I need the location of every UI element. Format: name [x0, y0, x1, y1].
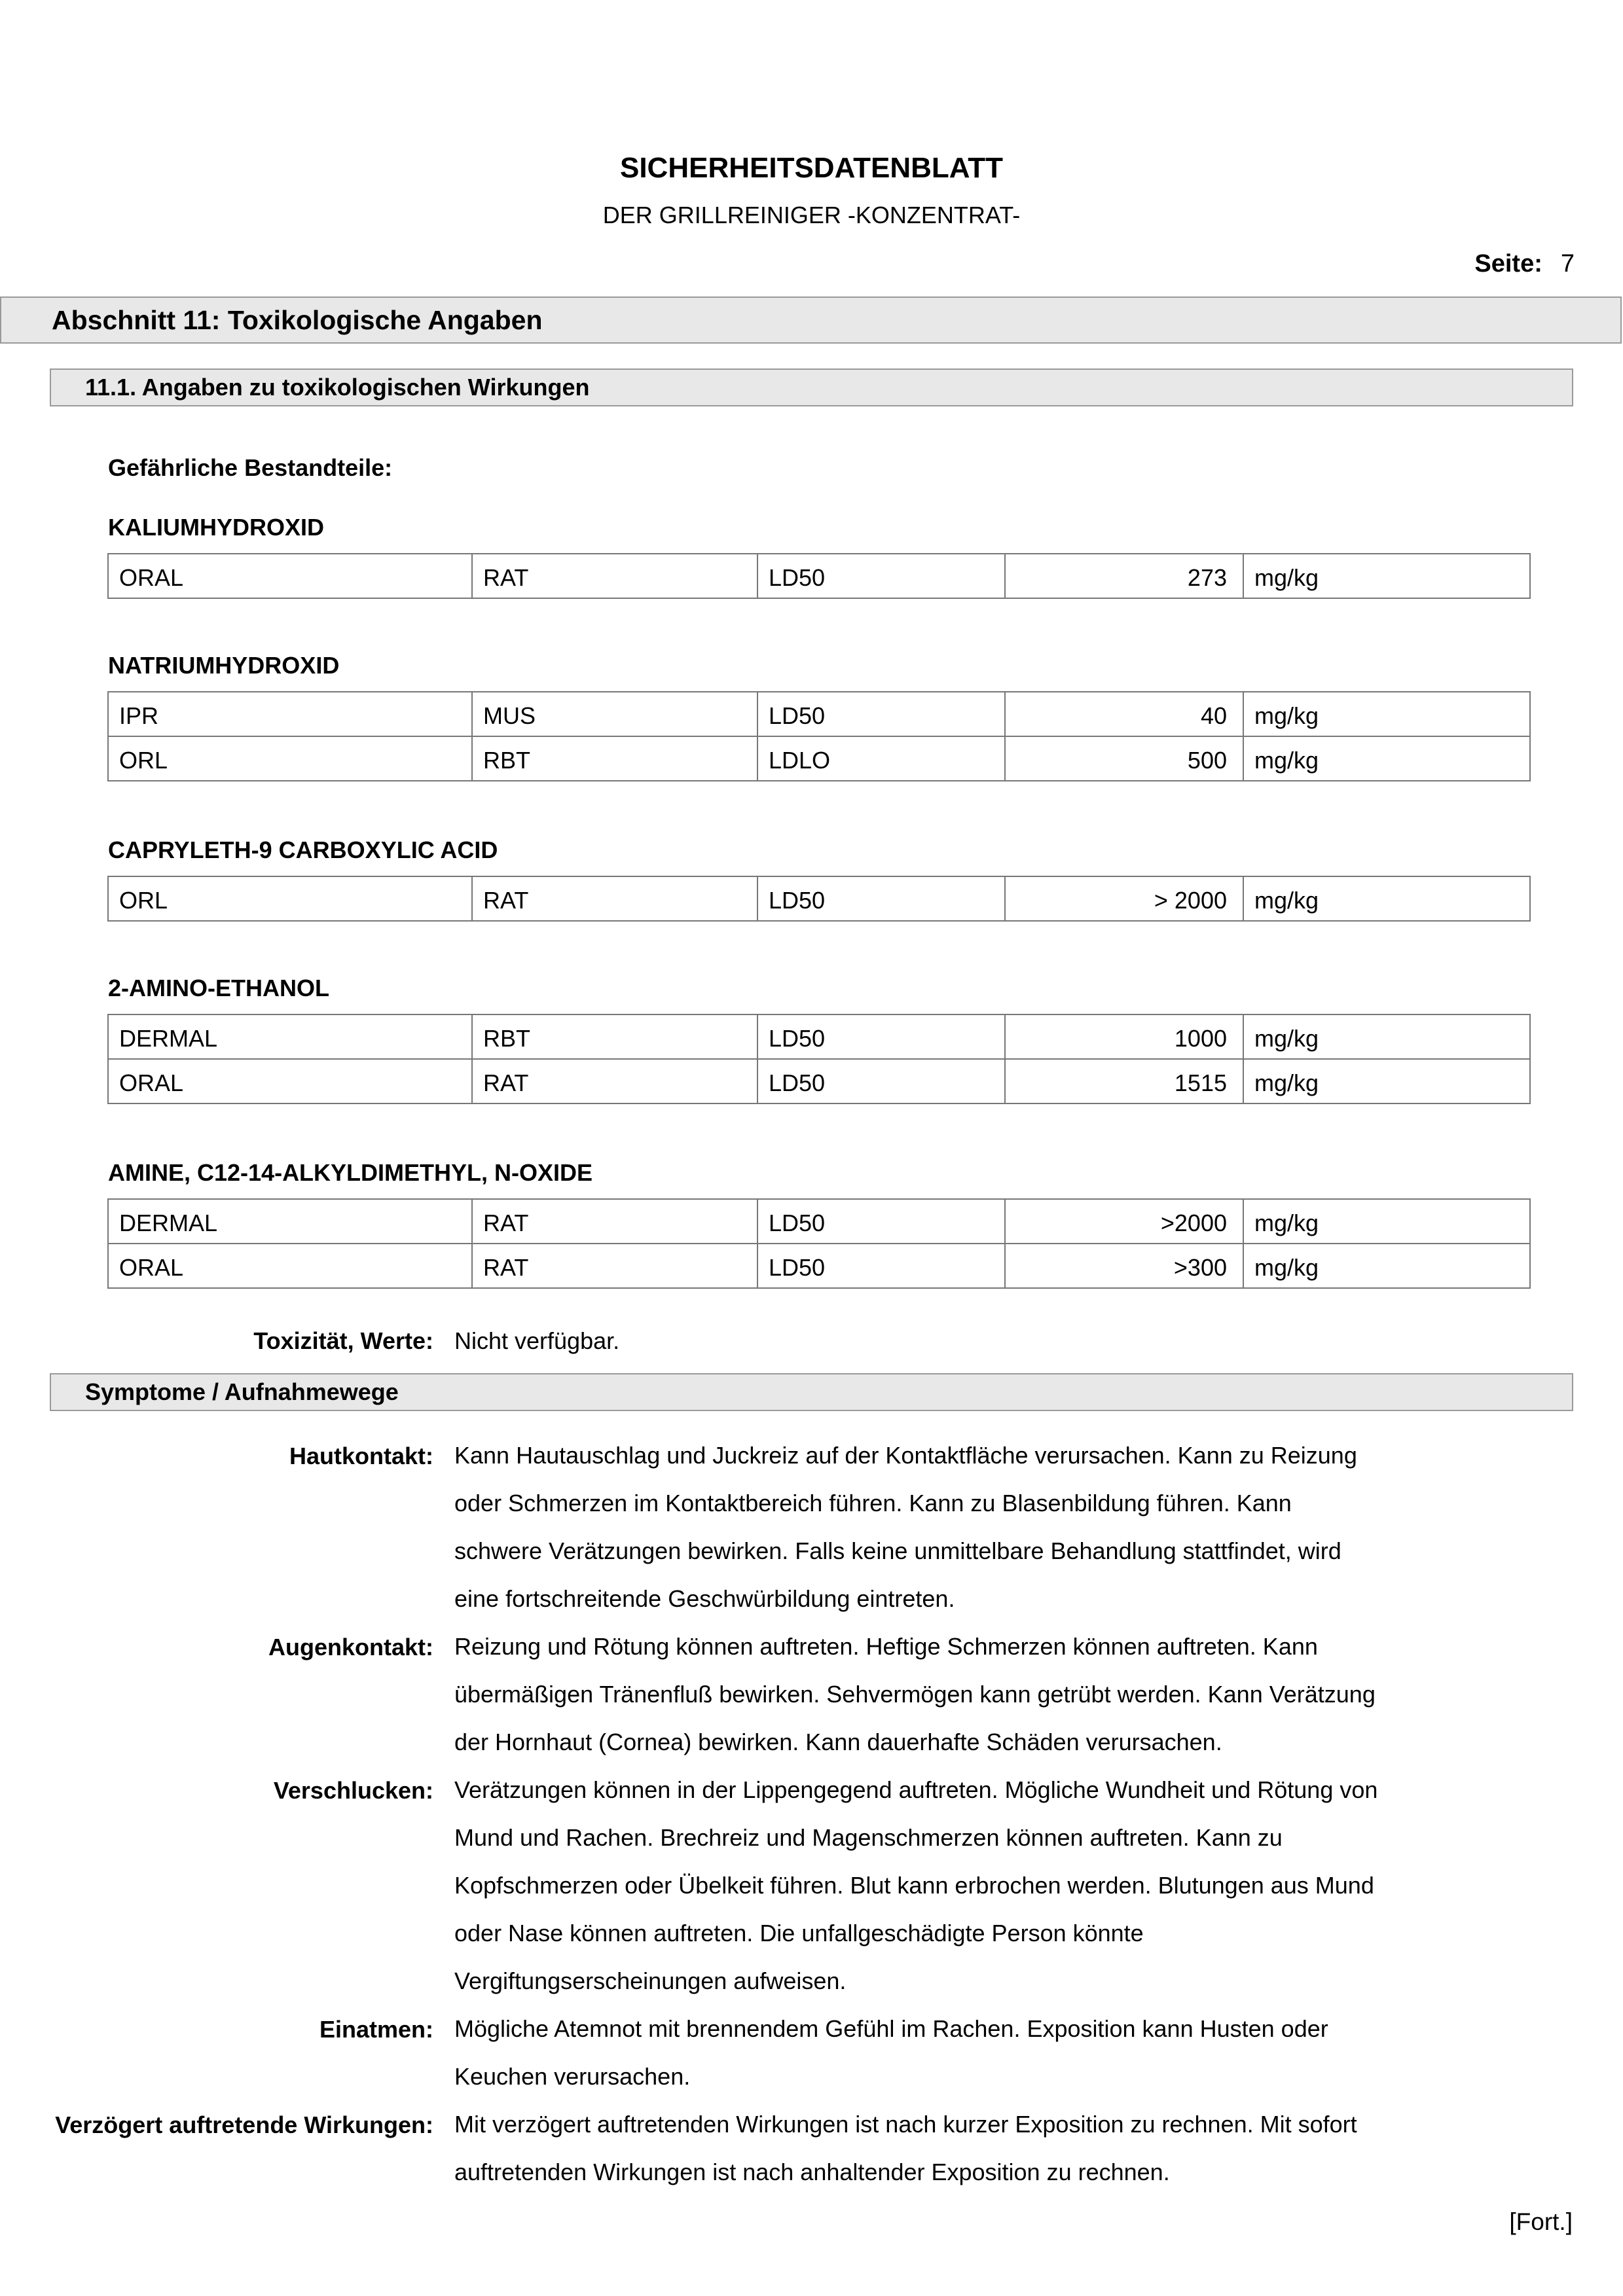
eye-contact-label: Augenkontakt:	[268, 1634, 433, 1660]
substance-name: NATRIUMHYDROXID	[108, 652, 340, 679]
eye-contact-text	[454, 1623, 1436, 1766]
document-title: SICHERHEITSDATENBLATT	[619, 152, 1004, 184]
route-cell: ORAL	[108, 554, 472, 598]
species-cell: RAT	[472, 554, 757, 598]
unit-cell: mg/kg	[1243, 554, 1530, 598]
table-row	[108, 1059, 1530, 1103]
text-line: Kopfschmerzen oder Übelkeit führen. Blut kann erbrochen werden. Blutungen aus Mund	[454, 1872, 1374, 1899]
skin-contact-label: Hautkontakt:	[289, 1443, 433, 1469]
route-cell: IPR	[108, 692, 472, 736]
toxicity-table	[107, 691, 1531, 781]
test-cell: LD50	[757, 554, 1005, 598]
text-line: Keuchen verursachen.	[454, 2063, 691, 2090]
text-line: Mund und Rachen. Brechreiz und Magenschmerzen können auftreten. Kann zu	[454, 1824, 1283, 1851]
test-cell: LD50	[757, 1199, 1005, 1244]
text-line: schwere Verätzungen bewirken. Falls keine unmittelbare Behandlung stattfindet, wird	[454, 1537, 1341, 1564]
route-cell: ORL	[108, 876, 472, 921]
value-cell: >2000	[1005, 1199, 1243, 1244]
species-cell: RAT	[472, 1059, 757, 1103]
text-line: Reizung und Rötung können auftreten. Heftige Schmerzen können auftreten. Kann	[454, 1633, 1318, 1660]
skin-contact-text	[454, 1431, 1436, 1623]
species-cell: RAT	[472, 1199, 757, 1244]
toxicity-values-label: Toxizität, Werte:	[253, 1327, 433, 1354]
unit-cell: mg/kg	[1243, 1199, 1530, 1244]
page-indicator	[1474, 250, 1575, 278]
species-cell: MUS	[472, 692, 757, 736]
route-cell: DERMAL	[108, 1199, 472, 1244]
text-line: Mit verzögert auftretenden Wirkungen ist nach kurzer Exposition zu rechnen. Mit sofort	[454, 2111, 1357, 2138]
route-cell: ORL	[108, 736, 472, 781]
text-line: Kann Hautauschlag und Juckreiz auf der Kontaktfläche verursachen. Kann zu Reizung	[454, 1442, 1357, 1469]
toxicity-table	[107, 1014, 1531, 1104]
unit-cell: mg/kg	[1243, 1244, 1530, 1288]
text-line: übermäßigen Tränenfluß bewirken. Sehvermögen kann getrübt werden. Kann Verätzung	[454, 1681, 1376, 1708]
unit-cell: mg/kg	[1243, 876, 1530, 921]
text-line: oder Schmerzen im Kontaktbereich führen. Kann zu Blasenbildung führen. Kann	[454, 1490, 1292, 1516]
page-label: Seite:	[1474, 250, 1542, 278]
substance-name: 2-AMINO-ETHANOL	[108, 975, 329, 1001]
table-row	[108, 736, 1530, 781]
substance-name: KALIUMHYDROXID	[108, 514, 324, 541]
value-cell: 500	[1005, 736, 1243, 781]
ingestion-text	[454, 1766, 1436, 2005]
test-cell: LD50	[757, 692, 1005, 736]
toxicity-table	[107, 876, 1531, 922]
species-cell: RAT	[472, 1244, 757, 1288]
test-cell: LD50	[757, 876, 1005, 921]
subsection-header: 11.1. Angaben zu toxikologischen Wirkungen	[50, 368, 1573, 406]
test-cell: LD50	[757, 1014, 1005, 1059]
inhalation-label: Einatmen:	[319, 2016, 433, 2043]
delayed-effects-label: Verzögert auftretende Wirkungen:	[55, 2111, 433, 2138]
table-row	[108, 1244, 1530, 1288]
test-cell: LDLO	[757, 736, 1005, 781]
unit-cell: mg/kg	[1243, 1059, 1530, 1103]
toxicity-table	[107, 1198, 1531, 1289]
table-row	[108, 1014, 1530, 1059]
value-cell: 1515	[1005, 1059, 1243, 1103]
value-cell: >300	[1005, 1244, 1243, 1288]
page-number: 7	[1560, 250, 1575, 278]
species-cell: RBT	[472, 736, 757, 781]
text-line: Vergiftungserscheinungen aufweisen.	[454, 1967, 847, 1994]
table-row	[108, 692, 1530, 736]
value-cell: 273	[1005, 554, 1243, 598]
text-line: Verätzungen können in der Lippengegend auftreten. Mögliche Wundheit und Rötung von	[454, 1776, 1378, 1803]
hazard-heading: Gefährliche Bestandteile:	[108, 454, 393, 481]
text-line: der Hornhaut (Cornea) bewirken. Kann dauerhafte Schäden verursachen.	[454, 1729, 1222, 1755]
text-line: oder Nase können auftreten. Die unfallgeschädigte Person könnte	[454, 1920, 1144, 1946]
route-cell: DERMAL	[108, 1014, 472, 1059]
test-cell: LD50	[757, 1059, 1005, 1103]
route-cell: ORAL	[108, 1244, 472, 1288]
text-line: auftretenden Wirkungen ist nach anhaltender Exposition zu rechnen.	[454, 2159, 1170, 2185]
symptoms-header: Symptome / Aufnahmewege	[50, 1373, 1573, 1411]
substance-name: AMINE, C12-14-ALKYLDIMETHYL, N-OXIDE	[108, 1159, 593, 1186]
section-header: Abschnitt 11: Toxikologische Angaben	[0, 296, 1622, 344]
value-cell: 40	[1005, 692, 1243, 736]
text-line: Mögliche Atemnot mit brennendem Gefühl im Rachen. Exposition kann Husten oder	[454, 2015, 1328, 2042]
toxicity-table	[107, 553, 1531, 599]
continued-marker: [Fort.]	[1509, 2208, 1573, 2235]
inhalation-text	[454, 2005, 1436, 2100]
value-cell: > 2000	[1005, 876, 1243, 921]
table-row	[108, 876, 1530, 921]
route-cell: ORAL	[108, 1059, 472, 1103]
species-cell: RAT	[472, 876, 757, 921]
ingestion-label: Verschlucken:	[273, 1777, 433, 1804]
unit-cell: mg/kg	[1243, 692, 1530, 736]
product-name: DER GRILLREINIGER -KONZENTRAT-	[602, 202, 1021, 228]
unit-cell: mg/kg	[1243, 1014, 1530, 1059]
text-line: eine fortschreitende Geschwürbildung eintreten.	[454, 1585, 955, 1612]
toxicity-values-text: Nicht verfügbar.	[454, 1327, 620, 1354]
substance-name: CAPRYLETH-9 CARBOXYLIC ACID	[108, 836, 498, 863]
delayed-effects-text	[454, 2100, 1436, 2196]
value-cell: 1000	[1005, 1014, 1243, 1059]
table-row	[108, 554, 1530, 598]
table-row	[108, 1199, 1530, 1244]
test-cell: LD50	[757, 1244, 1005, 1288]
unit-cell: mg/kg	[1243, 736, 1530, 781]
species-cell: RBT	[472, 1014, 757, 1059]
